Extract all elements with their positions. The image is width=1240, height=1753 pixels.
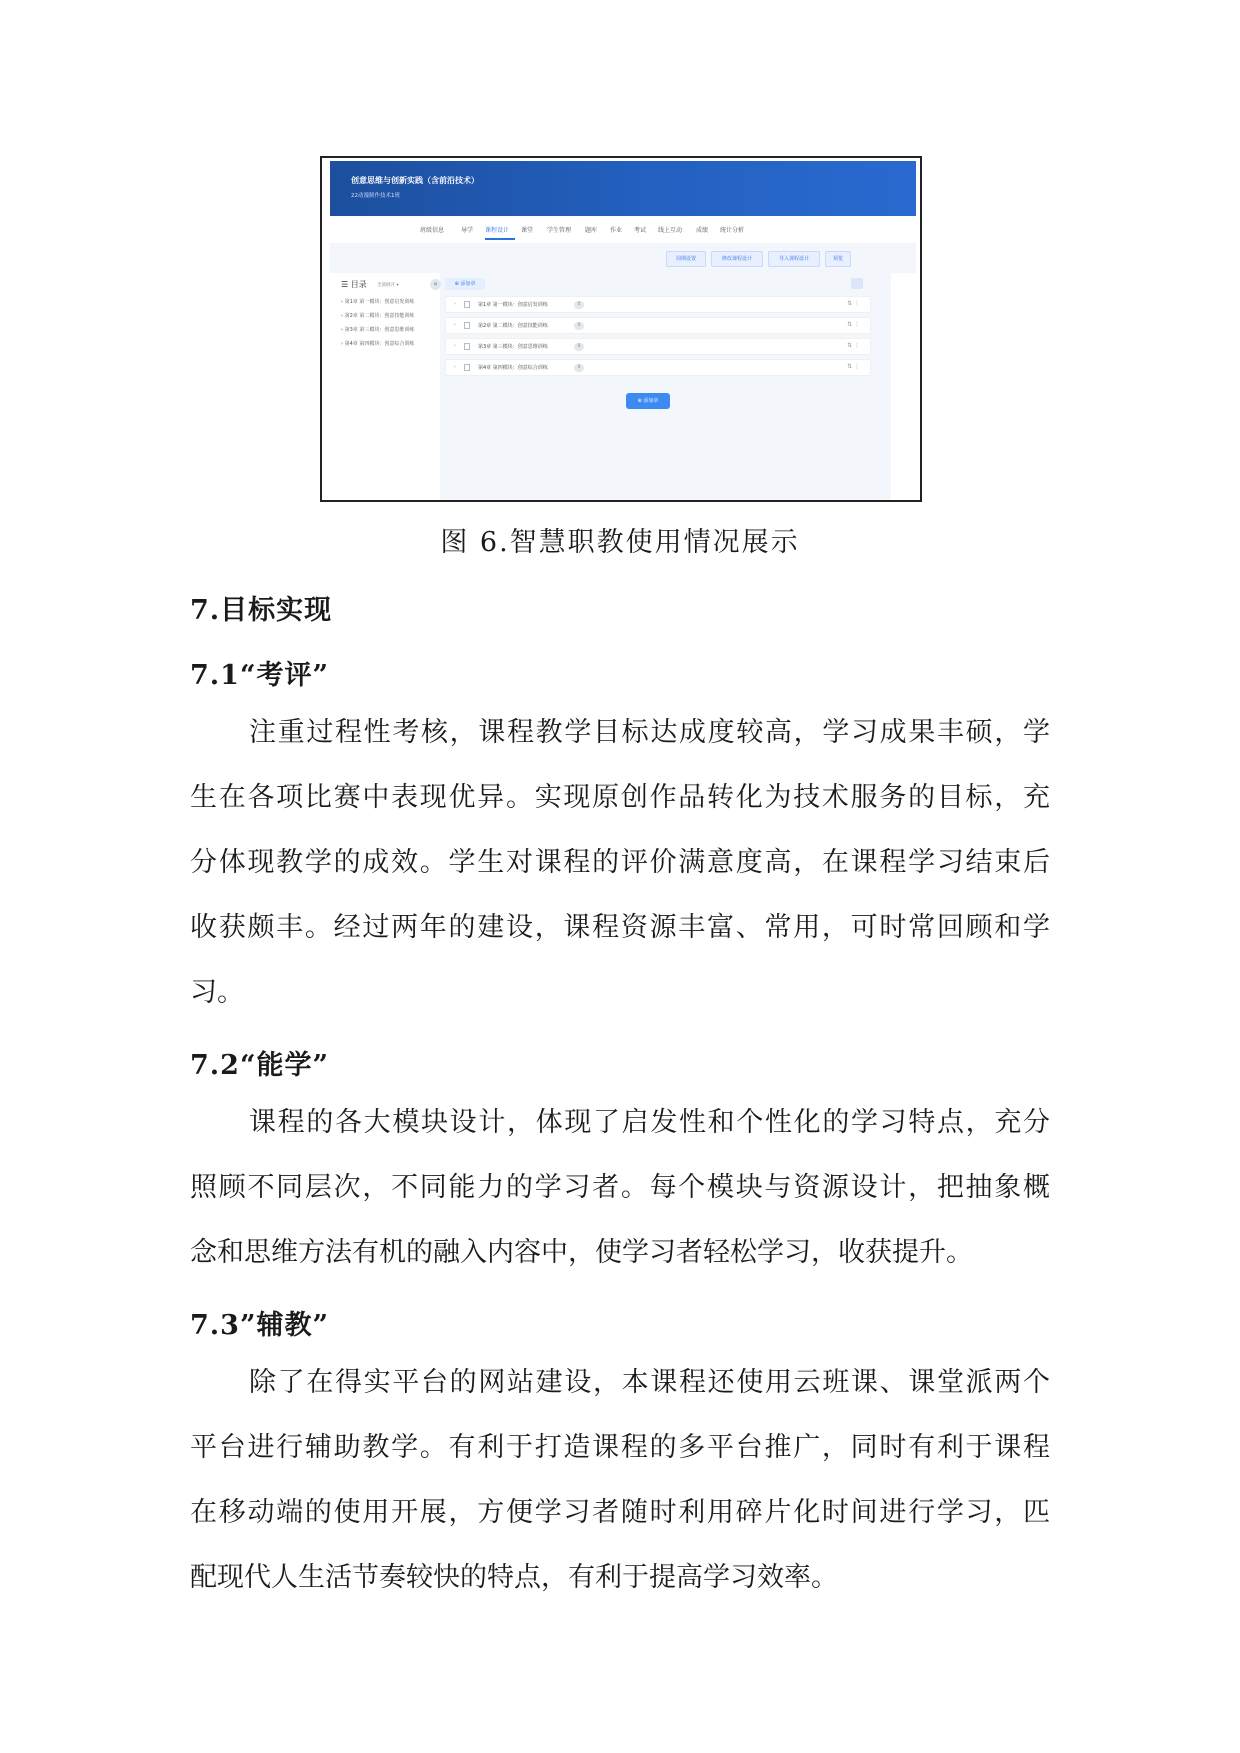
import-course-design-button[interactable]: 导入课程设计 bbox=[768, 251, 820, 267]
chapter-count-badge: 0 bbox=[574, 343, 584, 351]
paragraph-line: 念和思维方法有机的融入内容中，使学习者轻松学习，收获提升。 bbox=[190, 1237, 973, 1268]
paragraph-line: 注重过程性考核，课程教学目标达成度较高，学习成果丰硕，学 bbox=[249, 717, 1050, 748]
toc-item[interactable]: › 第2章 第二模块：创意技能训练 bbox=[341, 313, 415, 319]
document-icon bbox=[464, 322, 470, 329]
edit-course-design-button[interactable]: 修改课程设计 bbox=[711, 251, 763, 267]
chapter-count-badge: 0 bbox=[574, 301, 584, 309]
chapter-tools-icon[interactable]: ⇅ ⋮ bbox=[847, 363, 860, 370]
paragraph-line: 照顾不同层次，不同能力的学习者。每个模块与资源设计，把抽象概 bbox=[190, 1172, 1050, 1203]
tab-statistics[interactable]: 统计分析 bbox=[720, 227, 745, 234]
tab-guide[interactable]: 导学 bbox=[461, 227, 474, 234]
toc-item[interactable]: › 第4章 第四模块：创意综合训练 bbox=[341, 341, 415, 347]
chapter-row[interactable] bbox=[445, 359, 871, 376]
document-icon bbox=[464, 364, 470, 371]
tab-question-bank[interactable]: 题库 bbox=[585, 227, 598, 234]
paragraph-line: 分体现教学的成效。学生对课程的评价满意度高，在课程学习结束后 bbox=[190, 847, 1050, 878]
expand-arrow-icon[interactable]: › bbox=[454, 322, 456, 328]
paragraph-line: 习。 bbox=[190, 977, 244, 1008]
toc-header bbox=[341, 279, 367, 290]
tab-classroom[interactable]: 课堂 bbox=[521, 227, 534, 234]
cycle-settings-button[interactable]: 周期设置 bbox=[666, 251, 706, 267]
add-chapter-button[interactable]: ⊕ 添加章 bbox=[626, 393, 670, 409]
tab-course-design[interactable]: 课程设计 bbox=[485, 227, 510, 234]
toc-item[interactable]: › 第3章 第三模块：创意思维训练 bbox=[341, 327, 415, 333]
figure-caption: 图 6.智慧职教使用情况展示 bbox=[440, 527, 800, 558]
paragraph-line: 配现代人生活节奏较快的特点，有利于提高学习效率。 bbox=[190, 1562, 838, 1593]
expand-arrow-icon[interactable]: › bbox=[454, 343, 456, 349]
class-name: 22动漫制作技术1班 bbox=[351, 193, 400, 199]
chapter-tools-icon[interactable]: ⇅ ⋮ bbox=[847, 342, 860, 349]
chapter-row[interactable] bbox=[445, 317, 871, 334]
active-tab-indicator bbox=[485, 238, 515, 240]
chapter-list-area bbox=[445, 273, 860, 502]
document-icon bbox=[464, 343, 470, 350]
chapter-tools-icon[interactable]: ⇅ ⋮ bbox=[847, 300, 860, 307]
course-design-body bbox=[330, 243, 916, 502]
toc-sidebar bbox=[330, 273, 440, 502]
chapter-label: 第4章 第四模块：创意综合训练 bbox=[478, 365, 548, 371]
paragraph-line: 在移动端的使用开展，方便学习者随时利用碎片化时间进行学习，匹 bbox=[190, 1497, 1050, 1528]
chapter-label: 第1章 第一模块：创意启发训练 bbox=[478, 302, 548, 308]
tab-online-interaction[interactable]: 线上互动 bbox=[658, 227, 683, 234]
paragraph-line: 除了在得实平台的网站建设，本课程还使用云班课、课堂派两个 bbox=[249, 1367, 1050, 1398]
chapter-label: 第3章 第三模块：创意思维训练 bbox=[478, 344, 548, 350]
paragraph-line: 平台进行辅助教学。有利于打造课程的多平台推广，同时有利于课程 bbox=[190, 1432, 1050, 1463]
tab-student-management[interactable]: 学生管理 bbox=[547, 227, 572, 234]
right-panel bbox=[891, 273, 916, 502]
chapter-row[interactable] bbox=[445, 296, 871, 313]
subsection-heading-assist-teaching: 7.3”辅教” bbox=[190, 1310, 330, 1341]
course-screenshot-figure bbox=[320, 156, 922, 502]
section-heading: 7.目标实现 bbox=[190, 595, 333, 626]
subsection-heading-evaluation: 7.1“考评” bbox=[190, 660, 330, 691]
collapse-sidebar-icon[interactable]: « bbox=[430, 279, 441, 290]
chapter-tools-icon[interactable]: ⇅ ⋮ bbox=[847, 321, 860, 328]
course-header-banner bbox=[330, 161, 916, 216]
course-title: 创意思维与创新实践（含前沿技术） bbox=[351, 176, 479, 185]
chapter-count-badge: 0 bbox=[574, 364, 584, 372]
document-icon bbox=[464, 301, 470, 308]
subsection-heading-learnable: 7.2“能学” bbox=[190, 1050, 330, 1081]
toc-title: 目录 bbox=[350, 280, 367, 289]
toc-item[interactable]: › 第1章 第一模块：创意启发训练 bbox=[341, 299, 415, 305]
chapter-row[interactable] bbox=[445, 338, 871, 355]
grid-view-icon[interactable] bbox=[851, 278, 863, 289]
toc-expand-all[interactable]: 全部展开 ▾ bbox=[377, 283, 399, 288]
chapter-label: 第2章 第二模块：创意技能训练 bbox=[478, 323, 548, 329]
paragraph-line: 生在各项比赛中表现优异。实现原创作品转化为技术服务的目标，充 bbox=[190, 782, 1050, 813]
paragraph-line: 课程的各大模块设计，体现了启发性和个性化的学习特点，充分 bbox=[249, 1107, 1050, 1138]
tab-homework[interactable]: 作业 bbox=[610, 227, 623, 234]
course-tab-bar bbox=[330, 216, 916, 244]
chapter-count-badge: 0 bbox=[574, 322, 584, 330]
paragraph-line: 收获颇丰。经过两年的建设，课程资源丰富、常用，可时常回顾和学 bbox=[190, 912, 1050, 943]
list-icon: ☰ bbox=[341, 280, 349, 289]
expand-arrow-icon[interactable]: › bbox=[454, 301, 456, 307]
tab-exam[interactable]: 考试 bbox=[634, 227, 647, 234]
preview-button[interactable]: 预览 bbox=[825, 251, 851, 267]
add-chapter-button-top[interactable]: ⊕ 添加章 bbox=[445, 278, 485, 290]
tab-class-info[interactable]: 班级信息 bbox=[420, 227, 445, 234]
tab-grades[interactable]: 成绩 bbox=[696, 227, 709, 234]
expand-arrow-icon[interactable]: › bbox=[454, 364, 456, 370]
